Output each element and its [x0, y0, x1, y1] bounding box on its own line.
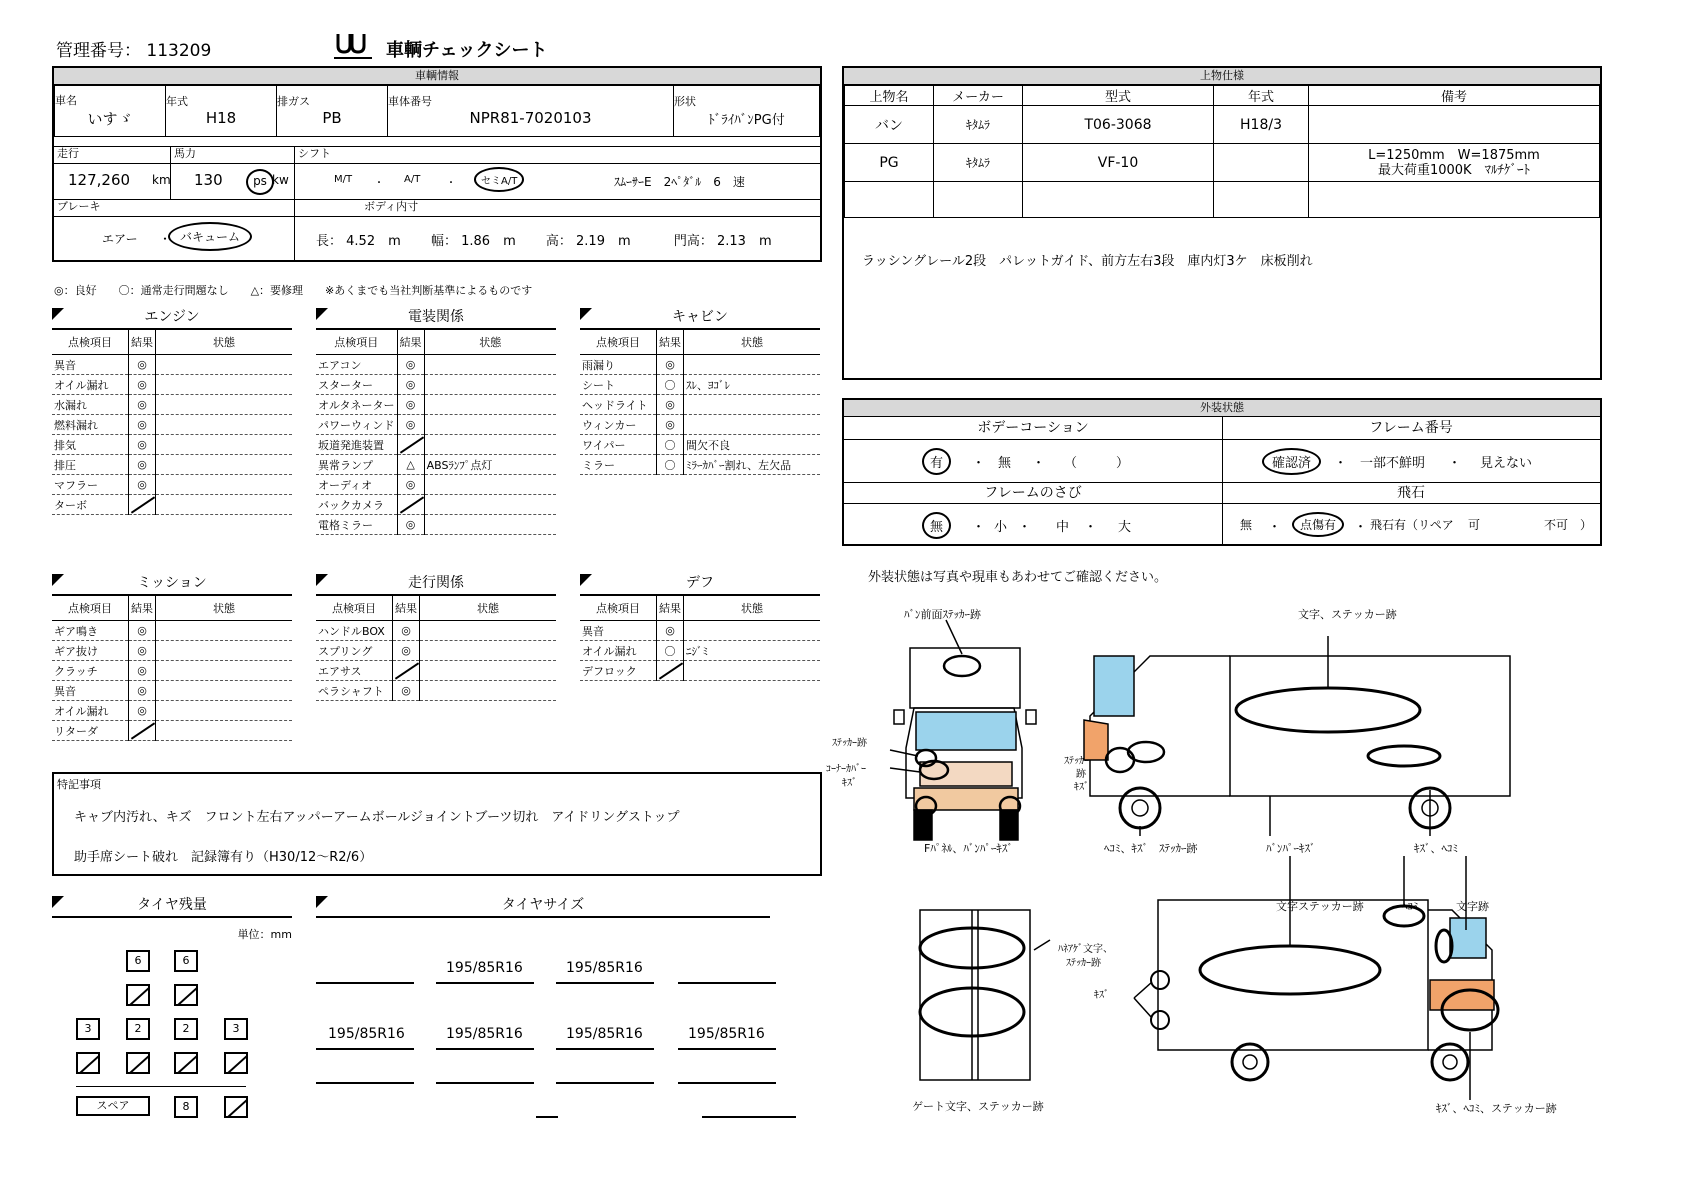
check-item: エアコン — [316, 355, 397, 375]
shift-semi-selected: セミA/T — [474, 167, 524, 192]
shift-detail: ｽﾑｰｻｰE 2ﾍﾟﾀﾞﾙ 6 速 — [614, 175, 745, 189]
check-item: ターボ — [52, 495, 129, 515]
check-row — [52, 661, 292, 681]
mission-title: ミッション — [52, 572, 292, 596]
mileage-value: 127,260 — [68, 171, 131, 189]
check-item: スターター — [316, 375, 397, 395]
section-marker-icon — [52, 574, 64, 586]
brake-row: ブレーキ ボディ内寸 エアー ・ バキューム 長： 4.52 m 幅： 1.86 m 高： 2.19 m 門高： 2.13 m — [54, 199, 820, 261]
check-result: ◎ — [657, 355, 684, 375]
check-result: ◎ — [129, 455, 156, 475]
check-item: ハンドルBOX — [316, 621, 393, 641]
check-state — [424, 395, 556, 415]
check-item: オイル漏れ — [580, 641, 657, 661]
tyre-size-front-right: 195/85R16 — [566, 960, 643, 976]
tyre-size-rear-1: 195/85R16 — [328, 1026, 405, 1042]
mission-section — [52, 572, 292, 741]
check-state: ｽﾚ、ﾖｺﾞﾚ — [684, 375, 821, 395]
diff-title: デフ — [580, 572, 820, 596]
check-row — [580, 375, 820, 395]
car-name: いすゞ — [87, 109, 133, 128]
check-item: 排気 — [52, 435, 129, 455]
vehicle-info-table — [54, 85, 820, 137]
tyre-rear-inner-left: 2 — [126, 1018, 150, 1040]
check-result — [129, 495, 156, 515]
check-result — [397, 495, 424, 515]
check-row — [52, 701, 292, 721]
check-result: 〇 — [657, 641, 684, 661]
check-state — [424, 355, 556, 375]
frame-ok-selected: 確認済 — [1262, 448, 1321, 475]
check-state — [156, 641, 293, 661]
body-no-cell: 車体番号 NPR81-7020103 — [388, 86, 674, 137]
check-result — [393, 661, 420, 681]
tyre-size-rear-4: 195/85R16 — [688, 1026, 765, 1042]
check-state — [156, 681, 293, 701]
check-state — [684, 415, 821, 435]
check-item: 排圧 — [52, 455, 129, 475]
check-result: ◎ — [397, 515, 424, 535]
check-result: ◎ — [397, 475, 424, 495]
section-marker-icon — [52, 896, 64, 908]
check-state — [156, 355, 293, 375]
side-sticker-mark — [1236, 688, 1420, 732]
check-state: 間欠不良 — [684, 435, 821, 455]
electric-section — [316, 306, 556, 535]
mgmt-number — [56, 36, 211, 61]
exterior-panel: 外装状態 ボデーコーション フレーム番号 有 ・ 無 ・ （ ） 確認済 ・ 一部不鮮明 ・ 見えない フレームのさび 飛石 無 ・ 小 ・ 中 ・ 大 無 ・ 点傷有 ・ 飛石有（リペア 可 不可 ） — [842, 398, 1602, 546]
check-row — [580, 435, 820, 455]
legend: ◎：良好 〇：通常走行問題なし △：要修理 ※あくまでも当社判断基準によるものです — [54, 284, 533, 297]
check-state — [684, 395, 821, 415]
check-item: オーディオ — [316, 475, 397, 495]
check-item: 異音 — [52, 355, 129, 375]
check-state — [424, 495, 556, 515]
special-note-line1: キャブ内汚れ、キズ フロント左右アッパーアームボールジョイントブーツ切れ アイドリングストップ — [74, 810, 680, 825]
check-item: ヘッドライト — [580, 395, 657, 415]
special-notes-panel: 特記事項 キャブ内汚れ、キズ フロント左右アッパーアームボールジョイントブーツ切れ アイドリングストップ 助手席シート破れ 記録簿有り（H30/12～R2/6） — [52, 772, 822, 876]
tyre-front-right: 6 — [174, 950, 198, 972]
check-state — [156, 701, 293, 721]
car-name-cell: 車名 いすゞ — [55, 86, 166, 137]
check-row — [316, 641, 556, 661]
check-item: 異音 — [52, 681, 129, 701]
check-row — [52, 395, 292, 415]
check-row — [52, 475, 292, 495]
vehicle-info-header: 車輌情報 — [54, 68, 820, 85]
cabin-title: キャビン — [580, 306, 820, 330]
engine-title: エンジン — [52, 306, 292, 330]
check-item: 異音 — [580, 621, 657, 641]
check-item: オルタネーター — [316, 395, 397, 415]
check-row — [316, 621, 556, 641]
check-row — [316, 475, 556, 495]
check-result: ◎ — [393, 681, 420, 701]
check-item: デフロック — [580, 661, 657, 681]
check-result: ◎ — [657, 395, 684, 415]
section-marker-icon — [580, 574, 592, 586]
check-result — [397, 435, 424, 455]
check-result: ◎ — [129, 395, 156, 415]
check-row — [316, 355, 556, 375]
upper-remarks: ラッシングレール2段 パレットガイド、前方左右3段 庫内灯3ケ 床板削れ — [862, 254, 1313, 269]
check-row — [580, 355, 820, 375]
tyre-remain-section: タイヤ残量 単位：mm 6 6 3 2 2 3 スペア 8 — [52, 894, 292, 1134]
check-state — [156, 395, 293, 415]
check-state — [156, 475, 293, 495]
check-row — [52, 681, 292, 701]
check-result — [657, 661, 684, 681]
tyre-remain-title: タイヤ残量 — [52, 894, 292, 918]
check-state — [156, 415, 293, 435]
running-table: 点検項目 結果 状態 ハンドルBOX ◎ スプリング ◎ エアサス ペラシャフト ◎ — [316, 596, 556, 701]
special-note-line2: 助手席シート破れ 記録簿有り（H30/12～R2/6） — [74, 850, 373, 865]
check-item: ギア鳴き — [52, 621, 129, 641]
check-row — [316, 395, 556, 415]
section-marker-icon — [52, 308, 64, 320]
mission-table: 点検項目 結果 状態 ギア鳴き ◎ ギア抜け ◎ クラッチ ◎ 異音 ◎ オイル漏れ ◎ リターダ — [52, 596, 292, 741]
check-item: ギア抜け — [52, 641, 129, 661]
chip-spot-selected: 点傷有 — [1292, 512, 1344, 537]
check-state — [156, 495, 293, 515]
check-item: クラッチ — [52, 661, 129, 681]
check-result: ◎ — [397, 395, 424, 415]
check-item: ワイパー — [580, 435, 657, 455]
check-item: 燃料漏れ — [52, 415, 129, 435]
check-row — [316, 495, 556, 515]
engine-table: 点検項目 結果 状態 異音 ◎ オイル漏れ ◎ 水漏れ ◎ 燃料漏れ ◎ 排気 ◎ 排圧 ◎ マフラー ◎ ターボ — [52, 330, 292, 515]
check-row — [580, 621, 820, 641]
check-result: ◎ — [657, 621, 684, 641]
check-item: 異常ランプ — [316, 455, 397, 475]
engine-section — [52, 306, 292, 515]
check-state — [424, 435, 556, 455]
check-item: ミラー — [580, 455, 657, 475]
check-state — [684, 661, 821, 681]
tyre-rear-outer-left: 3 — [76, 1018, 100, 1040]
check-row — [316, 515, 556, 535]
section-marker-icon — [580, 308, 592, 320]
check-result: 〇 — [657, 435, 684, 455]
spare-label: スペア — [76, 1096, 150, 1116]
check-result: ◎ — [129, 681, 156, 701]
upper-spec-table: 上物名 メーカー 型式 年式 備考 バン ｷﾀﾑﾗ T06-3068 H18/3 PG ｷﾀﾑﾗ VF-10 L=1250mm W=1875mm 最大荷重1000K ﾏﾙﾁｹﾞｰﾄ — [844, 85, 1600, 218]
check-result: ◎ — [129, 475, 156, 495]
check-state: ﾆｼﾞﾐ — [684, 641, 821, 661]
check-row — [52, 435, 292, 455]
tyre-rear-inner-right: 2 — [174, 1018, 198, 1040]
check-state — [156, 661, 293, 681]
check-item: 雨漏り — [580, 355, 657, 375]
tyre-size-section — [316, 894, 796, 1134]
check-row — [52, 621, 292, 641]
check-item: 坂道発進装置 — [316, 435, 397, 455]
check-state — [420, 641, 557, 661]
shape-cell: 形状 ﾄﾞﾗｲﾊﾞﾝPG付 — [674, 86, 820, 137]
section-marker-icon — [316, 574, 328, 586]
check-row — [52, 455, 292, 475]
page-title: 車輌チェックシート — [386, 40, 548, 61]
check-row — [580, 641, 820, 661]
hp-ps-selected: ps — [246, 169, 274, 195]
mileage-row: 走行 馬力 シフト 127,260 km 130 ps kw M/T ・ A/T ・ セミA/T ｽﾑｰｻｰE 2ﾍﾟﾀﾞﾙ 6 速 — [54, 146, 820, 199]
check-state — [420, 621, 557, 641]
company-logo — [330, 32, 376, 62]
check-item: パワーウィンド — [316, 415, 397, 435]
tyre-spare: 8 — [174, 1096, 198, 1118]
check-state: ﾐﾗｰｶﾊﾞｰ割れ、左欠品 — [684, 455, 821, 475]
check-result: ◎ — [129, 641, 156, 661]
check-row — [316, 435, 556, 455]
check-row — [52, 415, 292, 435]
check-result: ◎ — [397, 355, 424, 375]
body-no-value: NPR81-7020103 — [469, 109, 592, 127]
check-state — [424, 375, 556, 395]
tyre-size-title: タイヤサイズ — [316, 894, 770, 918]
check-result: ◎ — [129, 661, 156, 681]
check-row — [316, 455, 556, 475]
electric-title: 電装関係 — [316, 306, 556, 330]
body-dimensions: 長： 4.52 m 幅： 1.86 m 高： 2.19 m 門高： 2.13 m — [316, 234, 772, 249]
tyre-na — [126, 984, 150, 1006]
diff-table: 点検項目 結果 状態 異音 ◎ オイル漏れ 〇 ﾆｼﾞﾐ デフロック — [580, 596, 820, 681]
check-state — [684, 621, 821, 641]
brake-vacuum-selected: バキューム — [168, 222, 252, 251]
check-row — [580, 455, 820, 475]
tyre-front-left: 6 — [126, 950, 150, 972]
check-item: ウィンカー — [580, 415, 657, 435]
emission-value: PB — [322, 109, 342, 127]
upper-row-empty — [845, 182, 1600, 218]
shape-value: ﾄﾞﾗｲﾊﾞﾝPG付 — [708, 112, 785, 128]
cabin-section — [580, 306, 820, 475]
tyre-na — [174, 984, 198, 1006]
upper-row-pg: PG ｷﾀﾑﾗ VF-10 L=1250mm W=1875mm 最大荷重1000K ﾏﾙﾁｹﾞｰﾄ — [845, 144, 1600, 182]
check-state — [156, 721, 293, 741]
check-item: オイル漏れ — [52, 375, 129, 395]
check-state — [156, 375, 293, 395]
check-item: バックカメラ — [316, 495, 397, 515]
check-row — [580, 415, 820, 435]
check-state — [156, 455, 293, 475]
check-state — [156, 435, 293, 455]
tyre-rear-outer-right: 3 — [224, 1018, 248, 1040]
check-result — [129, 721, 156, 741]
check-result: ◎ — [129, 415, 156, 435]
check-row — [52, 375, 292, 395]
electric-table: 点検項目 結果 状態 エアコン ◎ スターター ◎ オルタネーター ◎ パワーウィンド ◎ 坂道発進装置 異常ランプ △ ABSﾗﾝﾌﾟ点灯 オーディオ ◎ バックカメラ 電格ミラー ◎ — [316, 330, 556, 535]
check-state — [684, 355, 821, 375]
upper-row-van: バン ｷﾀﾑﾗ T06-3068 H18/3 — [845, 106, 1600, 144]
exterior-header: 外装状態 — [844, 400, 1600, 417]
check-item: エアサス — [316, 661, 393, 681]
check-result: ◎ — [129, 355, 156, 375]
diff-section — [580, 572, 820, 681]
check-result: ◎ — [129, 375, 156, 395]
check-item: 電格ミラー — [316, 515, 397, 535]
check-item: シート — [580, 375, 657, 395]
check-result: ◎ — [129, 701, 156, 721]
check-item: オイル漏れ — [52, 701, 129, 721]
check-state — [424, 415, 556, 435]
check-item: スプリング — [316, 641, 393, 661]
check-item: ペラシャフト — [316, 681, 393, 701]
check-result: ◎ — [393, 641, 420, 661]
rust-none-selected: 無 — [922, 512, 951, 539]
check-state — [420, 681, 557, 701]
check-state — [420, 661, 557, 681]
check-state — [156, 621, 293, 641]
upper-spec-panel — [842, 66, 1602, 380]
emission-cell: 排ガス PB — [277, 86, 388, 137]
front-windshield — [916, 712, 1016, 750]
check-result: △ — [397, 455, 424, 475]
check-result: ◎ — [397, 415, 424, 435]
tyre-size-front-left: 195/85R16 — [446, 960, 523, 976]
check-row — [316, 375, 556, 395]
check-item: リターダ — [52, 721, 129, 741]
check-item: マフラー — [52, 475, 129, 495]
mgmt-label: 管理番号： — [56, 41, 141, 61]
section-marker-icon — [316, 308, 328, 320]
running-section — [316, 572, 556, 701]
cabin-table: 点検項目 結果 状態 雨漏り ◎ シート 〇 ｽﾚ、ﾖｺﾞﾚ ヘッドライト ◎ ウィンカー ◎ ワイパー 〇 間欠不良 ミラー 〇 ﾐﾗｰｶﾊﾞｰ割れ、左欠品 — [580, 330, 820, 475]
hp-value: 130 — [194, 171, 223, 189]
check-row — [52, 495, 292, 515]
coating-yes-selected: 有 — [922, 448, 951, 475]
running-title: 走行関係 — [316, 572, 556, 596]
check-state — [424, 475, 556, 495]
check-row — [316, 661, 556, 681]
check-row — [52, 641, 292, 661]
check-result: ◎ — [129, 435, 156, 455]
vehicle-info-panel — [52, 66, 822, 262]
front-sticker-mark — [944, 656, 980, 676]
check-row — [316, 681, 556, 701]
check-row — [52, 721, 292, 741]
check-state: ABSﾗﾝﾌﾟ点灯 — [424, 455, 556, 475]
year-value: H18 — [205, 109, 237, 127]
check-result: 〇 — [657, 455, 684, 475]
tyre-size-rear-2: 195/85R16 — [446, 1026, 523, 1042]
truck-damage-diagram — [830, 600, 1570, 1120]
upper-spec-header: 上物仕様 — [844, 68, 1600, 85]
check-result: ◎ — [657, 415, 684, 435]
check-state — [424, 515, 556, 535]
check-result: ◎ — [129, 621, 156, 641]
check-result: ◎ — [393, 621, 420, 641]
check-result: 〇 — [657, 375, 684, 395]
year-cell: 年式 H18 — [166, 86, 277, 137]
mgmt-value: 113209 — [146, 41, 212, 61]
tyre-size-rear-3: 195/85R16 — [566, 1026, 643, 1042]
check-result: ◎ — [397, 375, 424, 395]
check-row — [580, 395, 820, 415]
check-item: 水漏れ — [52, 395, 129, 415]
check-row — [52, 355, 292, 375]
check-row — [316, 415, 556, 435]
exterior-note: 外装状態は写真や現車もあわせてご確認ください。 — [868, 570, 1168, 585]
check-row — [580, 661, 820, 681]
